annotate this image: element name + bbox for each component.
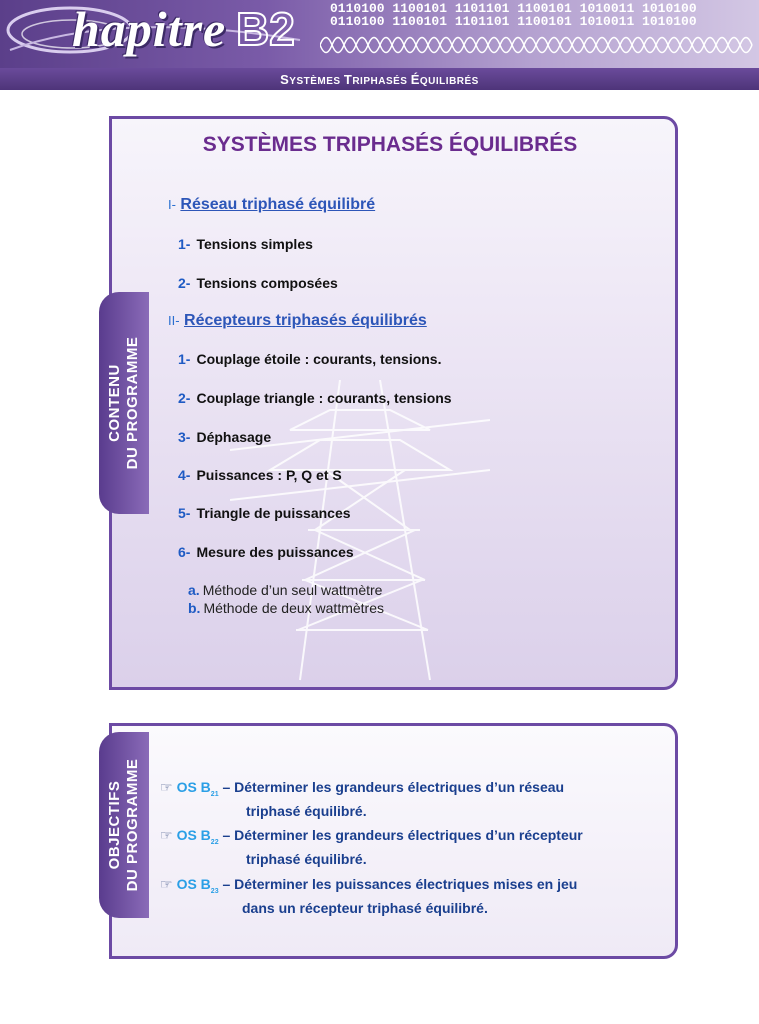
- pointing-hand-icon: ☞: [160, 779, 173, 795]
- objective-item: ☞ OS $B_{23}$ – Déterminer les puissances électriques mises en jeu: [160, 876, 578, 895]
- sub-item: a. Méthode d’un seul wattmètre: [188, 582, 383, 598]
- chapter-banner: [0, 0, 759, 90]
- content-tab-line1: CONTENU: [106, 364, 123, 442]
- objective-item-cont: triphasé équilibré.: [246, 803, 367, 819]
- binary-line-1: 0110100 1100101 1101101 1100101 1010011 1010100: [330, 1, 697, 16]
- chapter-subtitle: SYSTÈMES TRIPHASÉS ÉQUILIBRÉS: [280, 72, 479, 87]
- objectives-tab-line1: OBJECTIFS: [106, 780, 123, 870]
- list-item: 3- Déphasage: [178, 429, 272, 445]
- list-item: 6- Mesure des puissances: [178, 544, 354, 560]
- pointing-hand-icon: ☞: [160, 876, 173, 892]
- objective-item-cont: triphasé équilibré.: [246, 851, 367, 867]
- content-tab: [99, 292, 149, 514]
- objective-item: ☞ OS $B_{21}$ – Déterminer les grandeurs électriques d’un réseau: [160, 779, 565, 798]
- chapter-code: B2: [236, 3, 295, 55]
- list-item: 1- Tensions simples: [178, 236, 313, 252]
- objective-item: ☞ OS $B_{22}$ – Déterminer les grandeurs électriques d’un récepteur: [160, 827, 583, 846]
- page-title: SYSTÈMES TRIPHASÉS ÉQUILIBRÉS: [202, 133, 578, 156]
- list-item: 5- Triangle de puissances: [178, 505, 351, 521]
- section-heading-2: II- Récepteurs triphasés équilibrés: [168, 312, 427, 329]
- objective-item-cont: dans un récepteur triphasé équilibré.: [242, 900, 488, 916]
- sine-wave-decoration: [320, 30, 759, 60]
- list-item: 1- Couplage étoile : courants, tensions.: [178, 351, 442, 367]
- content-tab-line2: DU PROGRAMME: [124, 336, 141, 470]
- list-item: 2- Couplage triangle : courants, tensions: [178, 390, 452, 406]
- pointing-hand-icon: ☞: [160, 827, 173, 843]
- section-heading-1: I- Réseau triphasé équilibré: [168, 196, 376, 213]
- list-item: 4- Puissances : P, Q et S: [178, 467, 342, 483]
- objectives-tab: [99, 732, 149, 918]
- objectives-tab-line2: DU PROGRAMME: [124, 758, 141, 892]
- pylon-watermark: [230, 380, 490, 685]
- sub-item: b. Méthode de deux wattmètres: [188, 600, 384, 616]
- chapter-word: hapitre: [72, 1, 227, 57]
- binary-line-2: 0110100 1100101 1101101 1100101 1010011 1010100: [330, 14, 697, 29]
- list-item: 2- Tensions composées: [178, 275, 338, 291]
